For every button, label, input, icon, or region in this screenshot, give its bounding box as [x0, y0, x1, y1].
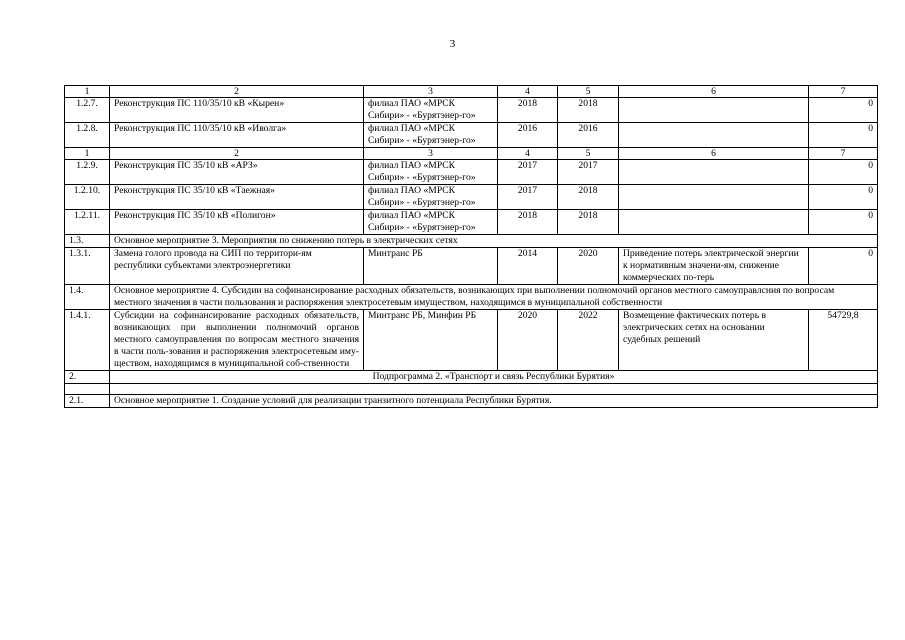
start-year: 2018 — [498, 210, 558, 235]
spacer-cell — [65, 384, 110, 395]
value: 0 — [809, 210, 878, 235]
header-cell: 6 — [619, 86, 809, 98]
table-row — [65, 310, 878, 371]
section-title: Основное мероприятие 4. Субсидии на софинансирование расходных обязательств, возникающих при выполнении полномочий органов местного самоуправлсния по вопросам местного значения в части пользования и распоряжения электросетевым имуществом, находящимся в муниципальной собственности — [110, 285, 878, 310]
executor: филиал ПАО «МРСК Сибири» - «Бурятэнер-го» — [364, 160, 498, 185]
measure-name: Реконструкция ПС 35/10 кВ «Таежная» — [110, 185, 364, 210]
row-number: 1.2.7. — [65, 98, 110, 123]
measures-table — [64, 85, 878, 408]
value: 54729,8 — [809, 310, 878, 371]
executor: филиал ПАО «МРСК Сибири» - «Бурятэнер-го» — [364, 210, 498, 235]
row-number: 1.2.8. — [65, 123, 110, 148]
start-year: 2017 — [498, 160, 558, 185]
table-row — [65, 210, 878, 235]
header-cell: 1 — [65, 86, 110, 98]
header-cell: 4 — [498, 148, 558, 160]
row-number: 2. — [65, 371, 110, 384]
row-number: 1.2.9. — [65, 160, 110, 185]
header-cell: 3 — [364, 148, 498, 160]
end-year: 2022 — [558, 310, 619, 371]
row-number: 1.4.1. — [65, 310, 110, 371]
header-cell: 1 — [65, 148, 110, 160]
spacer-cell — [110, 384, 878, 395]
section-row — [65, 395, 878, 408]
header-cell: 7 — [809, 86, 878, 98]
end-year: 2018 — [558, 185, 619, 210]
row-number: 1.3.1. — [65, 248, 110, 285]
value: 0 — [809, 160, 878, 185]
column-header-row — [65, 148, 878, 160]
start-year: 2018 — [498, 98, 558, 123]
header-cell: 5 — [558, 148, 619, 160]
header-cell: 3 — [364, 86, 498, 98]
end-year: 2017 — [558, 160, 619, 185]
table-row — [65, 98, 878, 123]
expected-result: Возмещение фактических потерь в электрических сетях на основании судебных решений — [619, 310, 809, 371]
end-year: 2016 — [558, 123, 619, 148]
row-number: 2.1. — [65, 395, 110, 408]
start-year: 2014 — [498, 248, 558, 285]
expected-result: Приведение потерь электрической энергии к нормативным значени-ям, снижение коммерческих по-терь — [619, 248, 809, 285]
expected-result — [619, 160, 809, 185]
subprogram-row — [65, 371, 878, 384]
measure-name: Реконструкция ПС 110/35/10 кВ «Кырен» — [110, 98, 364, 123]
row-number: 1.4. — [65, 285, 110, 310]
start-year: 2017 — [498, 185, 558, 210]
measure-name: Субсидии на софинансирование расходных обязательств, возникающих при выполнении полномочий органов местного самоуправления по вопросам местного значения в части поль-зования и распоряжения электросетевым иму-ществом, находящимся в муниципальной соб-ственности — [110, 310, 364, 371]
table-row — [65, 160, 878, 185]
header-cell: 7 — [809, 148, 878, 160]
section-row — [65, 285, 878, 310]
subprogram-title: Подпрограмма 2. «Транспорт и связь Республики Бурятия» — [110, 371, 878, 384]
section-row — [65, 235, 878, 248]
row-number: 1.3. — [65, 235, 110, 248]
end-year: 2018 — [558, 210, 619, 235]
executor: филиал ПАО «МРСК Сибири» - «Бурятэнер-го» — [364, 185, 498, 210]
executor: Минтранс РБ — [364, 248, 498, 285]
header-cell: 4 — [498, 86, 558, 98]
measure-name: Реконструкция ПС 110/35/10 кВ «Иволга» — [110, 123, 364, 148]
column-header-row — [65, 86, 878, 98]
page-number: 3 — [449, 38, 456, 50]
section-title: Основное мероприятие 3. Мероприятия по снижению потерь в электрических сетях — [110, 235, 878, 248]
measure-name: Реконструкция ПС 35/10 кВ «АРЗ» — [110, 160, 364, 185]
header-cell: 2 — [110, 86, 364, 98]
spacer-row — [65, 384, 878, 395]
expected-result — [619, 210, 809, 235]
expected-result — [619, 123, 809, 148]
value: 0 — [809, 185, 878, 210]
executor: филиал ПАО «МРСК Сибири» - «Бурятэнер-го» — [364, 123, 498, 148]
end-year: 2020 — [558, 248, 619, 285]
section-title: Основное мероприятие 1. Создание условий для реализации транзитного потенциала Республики Бурятия. — [110, 395, 878, 408]
end-year: 2018 — [558, 98, 619, 123]
start-year: 2020 — [498, 310, 558, 371]
header-cell: 6 — [619, 148, 809, 160]
measure-name: Реконструкция ПС 35/10 кВ «Полигон» — [110, 210, 364, 235]
value: 0 — [809, 248, 878, 285]
executor: Минтранс РБ, Минфин РБ — [364, 310, 498, 371]
table-row — [65, 248, 878, 285]
value: 0 — [809, 98, 878, 123]
executor: филиал ПАО «МРСК Сибири» - «Бурятэнер-го» — [364, 98, 498, 123]
expected-result — [619, 98, 809, 123]
row-number: 1.2.10. — [65, 185, 110, 210]
table-row — [65, 123, 878, 148]
value: 0 — [809, 123, 878, 148]
row-number: 1.2.11. — [65, 210, 110, 235]
measure-name: Замена голого провода на СИП по территори-ям республики субъектами электроэнергетики — [110, 248, 364, 285]
header-cell: 2 — [110, 148, 364, 160]
table-row — [65, 185, 878, 210]
start-year: 2016 — [498, 123, 558, 148]
header-cell: 5 — [558, 86, 619, 98]
expected-result — [619, 185, 809, 210]
